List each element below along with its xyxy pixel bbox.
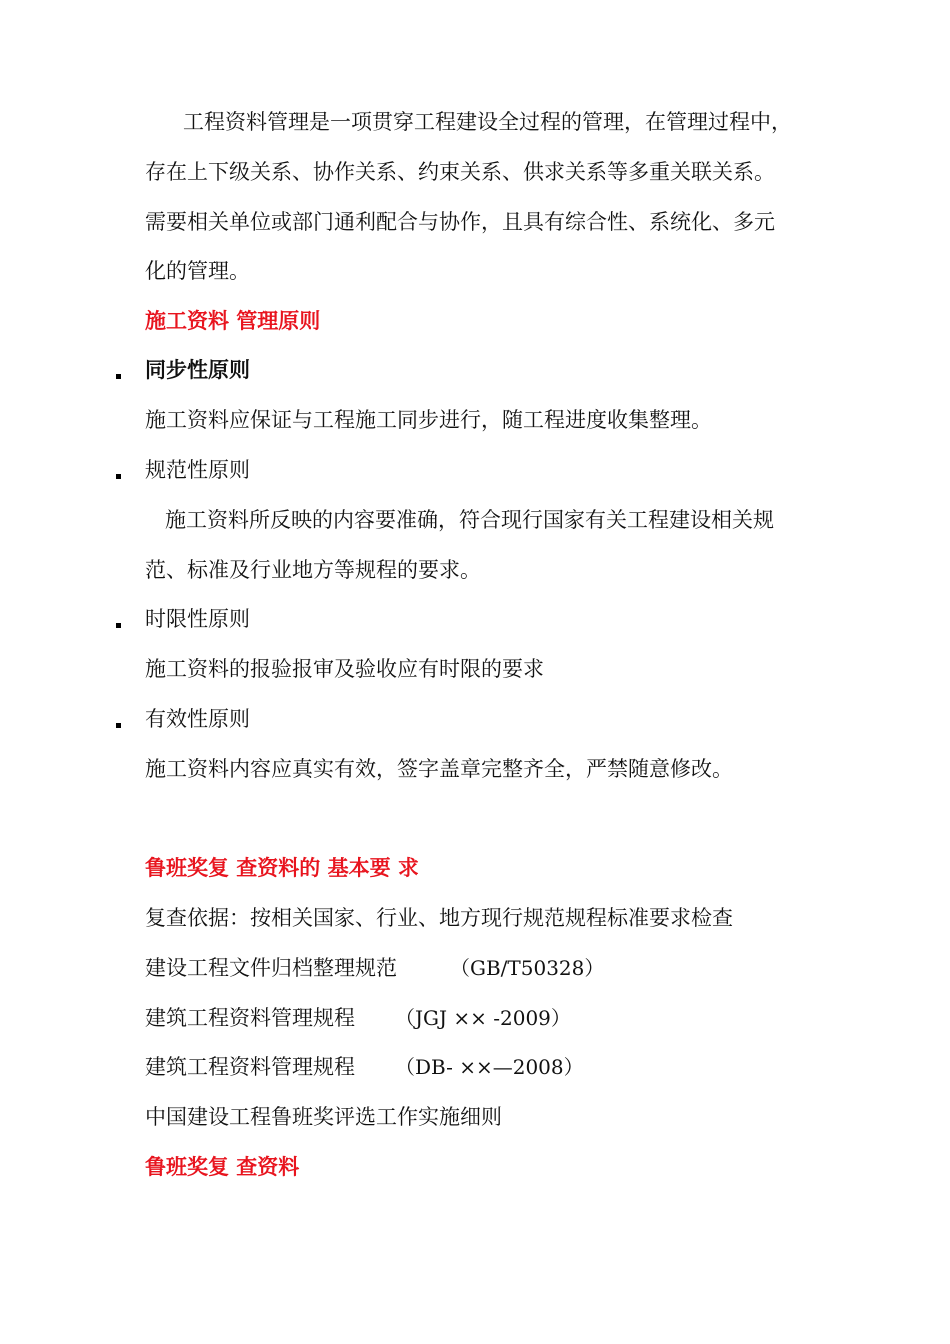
bullet-icon <box>116 723 121 728</box>
intro-line-1: 工程资料管理是一项贯穿工程建设全过程的管理，在管理过程中， <box>183 110 792 134</box>
principle-title: 时限性原则 <box>145 607 250 631</box>
section-heading-review: 鲁班奖复 查资料 <box>145 1155 300 1179</box>
section-heading-principles: 施工资料 管理原则 <box>145 309 321 333</box>
reference-code: （JGJ ×× -2009） <box>395 1006 571 1030</box>
award-rules: 中国建设工程鲁班奖评选工作实施细则 <box>145 1105 502 1129</box>
reference-code: （GB/T50328） <box>450 956 605 980</box>
principle-desc: 施工资料的报验报审及验收应有时限的要求 <box>145 657 544 681</box>
principle-desc: 施工资料应保证与工程施工同步进行，随工程进度收集整理。 <box>145 408 712 432</box>
section-heading-requirements: 鲁班奖复 查资料的 基本要 求 <box>145 856 419 880</box>
principle-title: 同步性原则 <box>145 358 250 382</box>
reference-name: 建筑工程资料管理规程 <box>145 1006 355 1030</box>
bullet-icon <box>116 474 121 479</box>
bullet-icon <box>116 623 121 628</box>
intro-line-3: 需要相关单位或部门通利配合与协作，且具有综合性、系统化、多元 <box>145 210 775 234</box>
review-basis: 复查依据：按相关国家、行业、地方现行规范规程标准要求检查 <box>145 906 733 930</box>
reference-code: （DB- ××—2008） <box>395 1055 584 1079</box>
reference-name: 建设工程文件归档整理规范 <box>145 956 397 980</box>
principle-desc: 范、标准及行业地方等规程的要求。 <box>145 558 481 582</box>
principle-title: 有效性原则 <box>145 707 250 731</box>
intro-line-2: 存在上下级关系、协作关系、约束关系、供求关系等多重关联关系。 <box>145 160 775 184</box>
principle-desc: 施工资料内容应真实有效，签字盖章完整齐全，严禁随意修改。 <box>145 757 733 781</box>
intro-line-4: 化的管理。 <box>145 259 250 283</box>
bullet-icon <box>116 374 121 379</box>
principle-title: 规范性原则 <box>145 458 250 482</box>
reference-name: 建筑工程资料管理规程 <box>145 1055 355 1079</box>
principle-desc: 施工资料所反映的内容要准确，符合现行国家有关工程建设相关规 <box>165 508 774 532</box>
